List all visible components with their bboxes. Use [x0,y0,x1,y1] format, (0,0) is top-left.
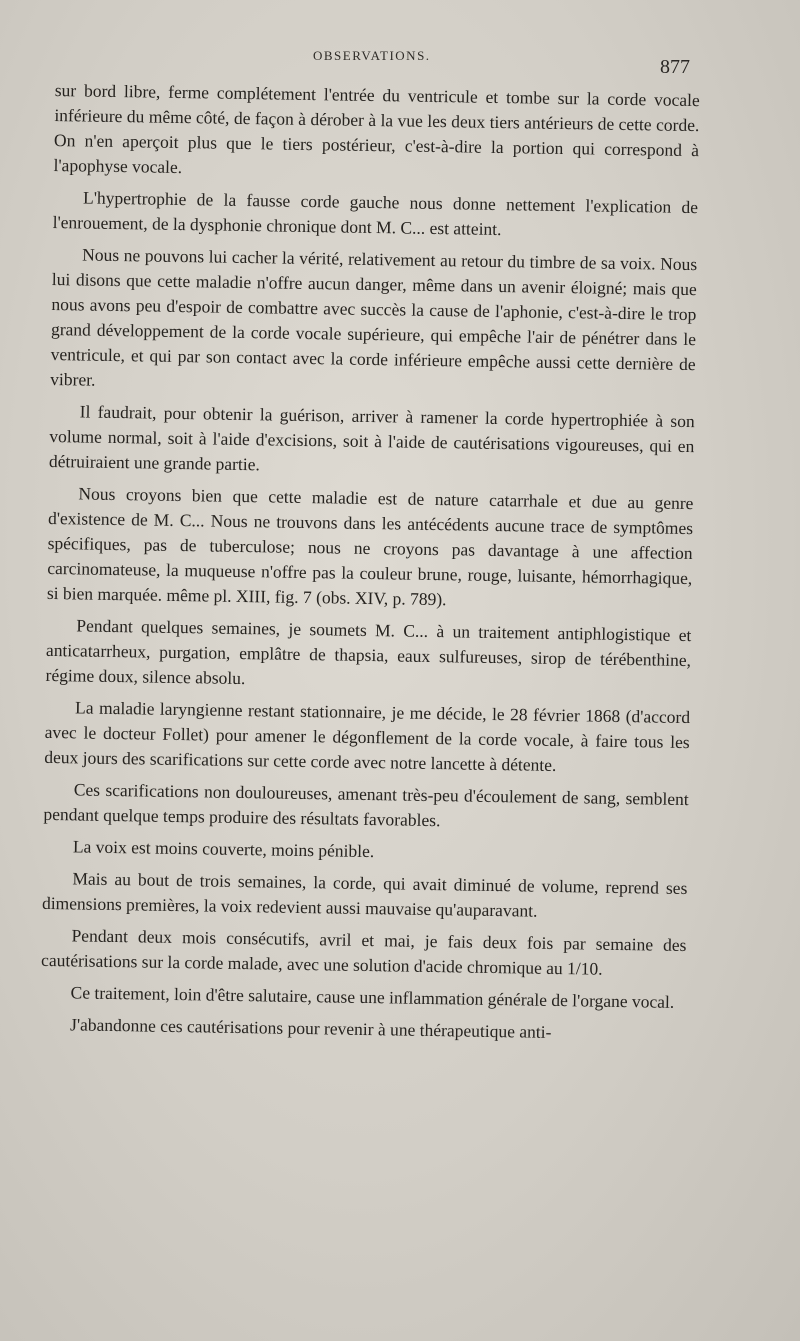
paragraph-scarifications-results: Ces scarifications non douloureuses, amenant très-peu d'écoulement de sang, semblent pendant quelque temps produire des résultats favorables. [43,779,689,831]
paragraph-chromic-cauterization: Pendant deux mois consécutifs, avril et mai, je fais deux fois par semaine des cautérisations sur la corde malade, avec une solution d'acide chromique au 1/10. [40,925,687,979]
paragraph-cure-method: Il faudrait, pour obtenir la guérison, arriver à ramener la corde hypertrophiée à son volume normal, soit à l'aide d'excisions, soit à l'aide de cautérisations vigoureuses, qui en détruiraient une grande partie. [48,401,695,475]
page-number: 877 [660,56,690,78]
paragraph-catarrhal-nature: Nous croyons bien que cette maladie est de nature catarrhale et due au genre d'existence de M. C... Nous ne trouvons dans les antécédents aucune trace de symptômes spécifiques, pas de tuberculose; nous ne croyons pas davantage à une affection carcinomateuse, la muqueuse n'offre pas la couleur brune, rouge, luisante, hémorrhagique, si bien marquée. même pl. XIII, fig. 7 (obs. XIV, p. 789). [46,483,694,610]
paragraph-abandon-treatment: J'abandonne ces cautérisations pour revenir à une thérapeutique anti- [69,1014,552,1042]
paragraph-hypertrophy-explanation: L'hypertrophie de la fausse corde gauche nous donne nettement l'explication de l'enrouement, de la dysphonie chronique dont M. C... est atteint. [52,187,699,240]
paragraph-prognosis: Nous ne pouvons lui cacher la vérité, relativement au retour du timbre de sa voix. Nous lui disons que cette maladie n'offre aucun danger, même dans un avenir éloigné; mais que nous avons peu d'espoir de combattre avec succès la cause de l'aphonie, c'est-à-dire le trop grand développement de la corde vocale supérieure, qui empêche l'air de pénétrer dans le ventricule, et qui par son contact avec la corde inférieure empêche aussi cette dernière de vibrer. [50,244,698,390]
body-text [40,78,700,1047]
paragraph-relapse: Mais au bout de trois semaines, la corde, qui avait diminué de volume, reprend ses dimensions premières, la voix redevient aussi mauvaise qu'auparavant. [41,868,688,921]
paragraph-scarifications-decision: La maladie laryngienne restant stationnaire, je me décide, le 28 février 1868 (d'accord avec le docteur Follet) pour amener le dégonflement de la corde vocale, à faire tous les deux jours des scarifications sur cette corde avec notre lancette à détente. [44,697,691,775]
paragraph-initial-treatment: Pendant quelques semaines, je soumets M. C... à un traitement antiphlogistique et anticatarrheux, purgation, emplâtre de thapsia, eaux sulfureuses, sirop de térébenthine, régime doux, silence absolu. [45,615,692,689]
paragraph-inflammation: Ce traitement, loin d'être salutaire, cause une inflammation générale de l'organe vocal. [70,982,675,1012]
paragraph-voice-improvement: La voix est moins couverte, moins pénible. [72,836,375,862]
paragraph-continuation: sur bord libre, ferme complétement l'entrée du ventricule et tombe sur la corde vocale inférieure du même côté, de façon à dérober à la vue les deux tiers antérieurs de cette corde. On n'en aperçoit plus que le tiers postérieur, c'est-à-dire la portion qui correspond à l'apophyse vocale. [53,79,700,178]
page-header [0,44,800,84]
running-head: OBSERVATIONS. [313,48,431,63]
